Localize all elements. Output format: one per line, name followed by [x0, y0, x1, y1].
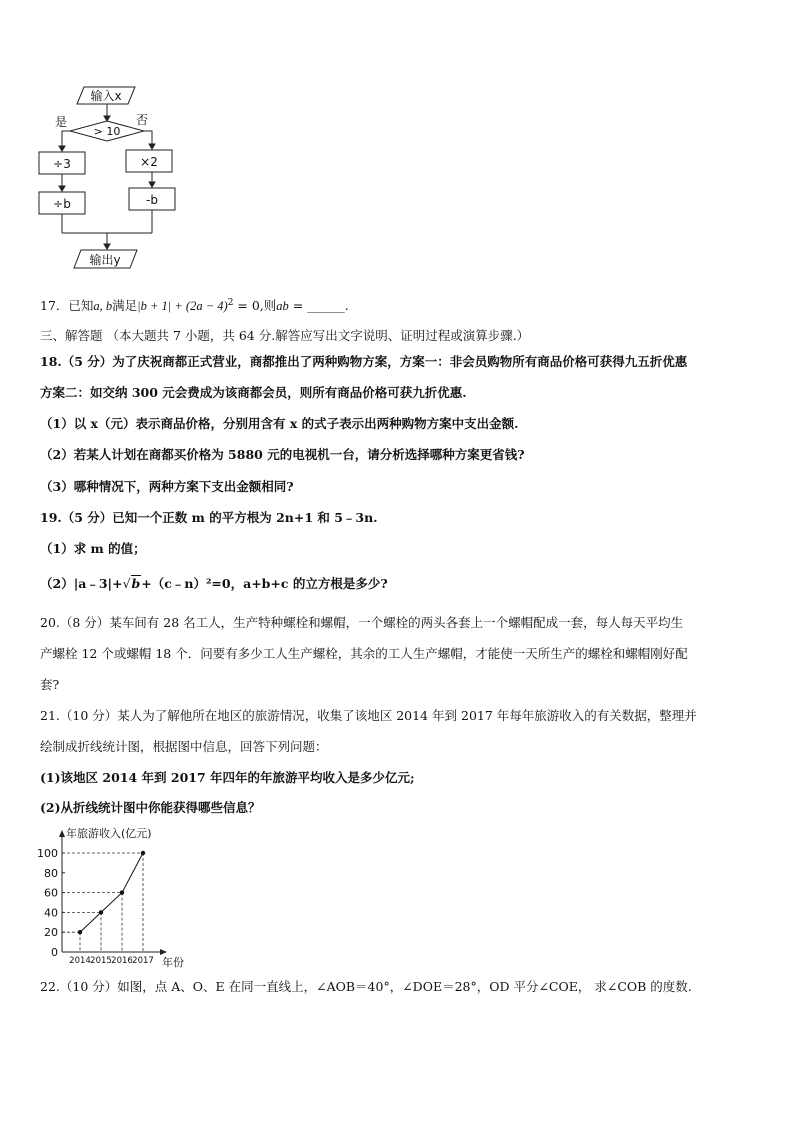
flow-right-box1-label: ×2 [140, 155, 158, 169]
flow-right-box2-label: -b [146, 193, 158, 207]
q20-line1: 20.（8 分）某车间有 28 名工人，生产特种螺栓和螺帽，一个螺栓的两头各套上一个螺帽配成一套，每人每天平均生 [40, 615, 684, 630]
q17-tail: ,则 [259, 298, 277, 314]
y-tick-label: 20 [44, 926, 58, 940]
x-tick-label: 2014 [69, 956, 91, 966]
q21-sub1: (1)该地区 2014 年到 2017 年四年的年旅游平均收入是多少亿元; [40, 770, 415, 785]
section-3-heading: 三、解答题 （本大题共 7 小题，共 64 分.解答应写出文字说明、证明过程或演算步骤.） [40, 328, 530, 343]
y-axis-arrow [59, 830, 65, 837]
flow-input-label: 输入x [90, 89, 122, 103]
q17-prefix: 17．已知 [40, 298, 94, 314]
q17-ab: ab [276, 299, 289, 314]
data-point [78, 930, 82, 934]
q22-line1: 22.（10 分）如图，点 A、O、E 在同一直线上，∠AOB＝40°，∠DOE＝28°，OD 平分∠COE， 求∠COB 的度数. [40, 979, 692, 994]
flowchart [0, 0, 794, 280]
q19-sub2 [40, 576, 388, 592]
x-axis-arrow [160, 949, 167, 955]
q17-mid: 满足 [112, 298, 138, 314]
q18-sub1: （1）以 x（元）表示商品价格，分别用含有 x 的式子表示出两种购物方案中支出金额. [40, 416, 519, 431]
q19-sub2-a: （2）|a﹣3|+ [40, 576, 123, 591]
q18-sub3: （3）哪种情况下，两种方案下支出金额相同? [40, 479, 294, 494]
q17-eq: = 0 [233, 298, 260, 314]
x-axis-label: 年份 [162, 956, 184, 969]
q19-sub1: （1）求 m 的值； [40, 541, 146, 556]
flow-left-box1-label: ÷3 [53, 157, 71, 171]
line-chart [0, 820, 794, 970]
q18-line2: 方案二：如交纳 300 元会费成为该商都会员，则所有商品价格可获九折优惠. [40, 385, 467, 400]
data-point [141, 851, 145, 855]
q19-line1: 19.（5 分）已知一个正数 m 的平方根为 2n+1 和 5﹣3n. [40, 510, 378, 525]
q18-line1: 18.（5 分）为了庆祝商都正式营业，商都推出了两种购物方案，方案一：非会员购物所有商品价格可获得九五折优惠 [40, 354, 688, 369]
flow-no-label: 否 [135, 113, 149, 127]
flow-condition-label: > 10 [93, 125, 121, 138]
x-tick-label: 2016 [111, 956, 133, 966]
y-tick-label: 80 [44, 866, 58, 880]
q17-vars: a, b [93, 299, 113, 314]
q18-sub2: （2）若某人计划在商都买价格为 5880 元的电视机一台，请分析选择哪种方案更省钱? [40, 447, 525, 462]
q20-line2: 产螺栓 12 个或螺帽 18 个．问要有多少工人生产螺栓，其余的工人生产螺帽，才能使一天所生产的螺栓和螺帽刚好配 [40, 646, 688, 661]
q21-sub2: (2)从折线统计图中你能获得哪些信息？ [40, 800, 261, 815]
y-axis-label: 年旅游收入(亿元) [66, 827, 152, 840]
y-tick-label: 40 [44, 906, 58, 920]
data-point [99, 910, 103, 914]
q17-exponent: 2 [227, 298, 234, 308]
q19-sub2-sqrt: b [131, 576, 141, 591]
x-tick-label: 2017 [132, 956, 154, 966]
flow-output-label: 输出y [89, 253, 121, 267]
y-tick-label: 100 [37, 847, 58, 860]
q21-line1: 21.（10 分）某人为了解他所在地区的旅游情况，收集了该地区 2014 年到 2017 年每年旅游收入的有关数据，整理并 [40, 708, 697, 723]
q17-blank: = ______. [288, 298, 349, 314]
q17-expr: |b + 1| + (2a − 4) [137, 299, 228, 314]
flow-left-box2-label: ÷b [53, 197, 71, 211]
q20-line3: 套? [40, 677, 60, 692]
flow-yes-label: 是 [54, 115, 68, 129]
data-point [120, 890, 124, 894]
x-tick-label: 2015 [90, 956, 112, 966]
q19-sub2-b: +（c﹣n）²=0，a+b+c 的立方根是多少? [141, 576, 388, 591]
y-tick-label: 0 [51, 946, 58, 959]
sqrt-symbol: √ [122, 576, 131, 591]
question-17 [40, 295, 349, 314]
q21-line2: 绘制成折线统计图，根据图中信息，回答下列问题： [40, 739, 328, 754]
y-tick-label: 60 [44, 886, 58, 900]
